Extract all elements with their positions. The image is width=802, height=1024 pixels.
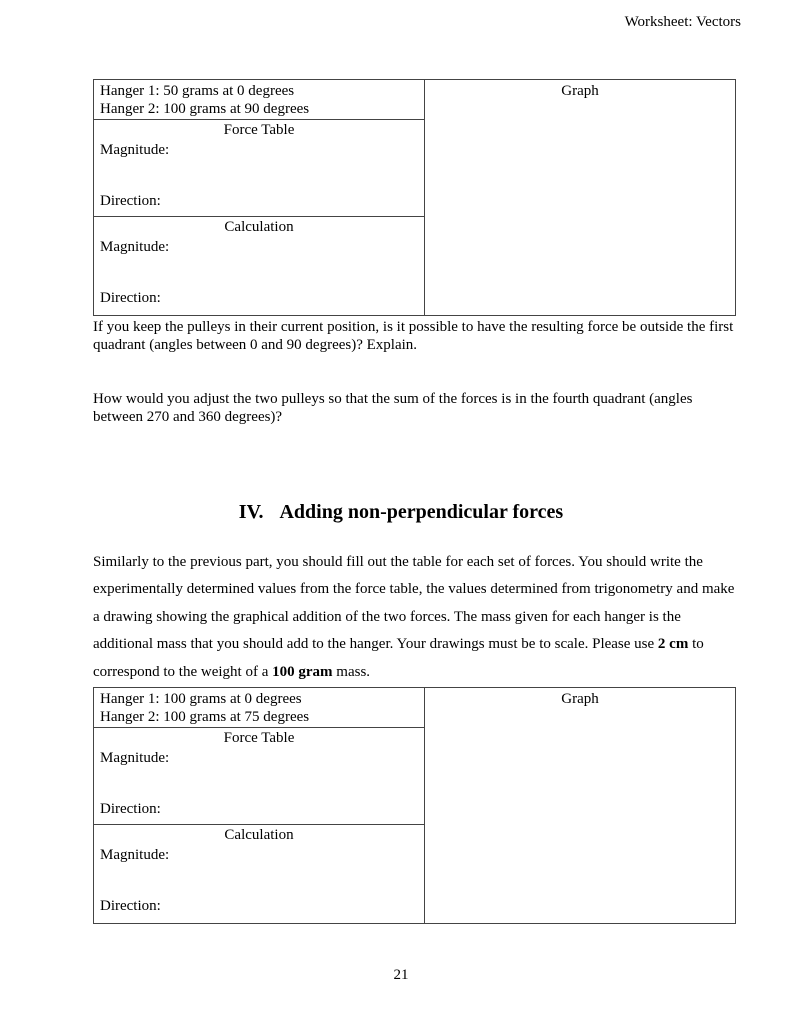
calculation-cell[interactable] bbox=[94, 825, 424, 923]
instructions-text-2: to correspond to the weight of a bbox=[93, 636, 704, 680]
calc-direction-label: Direction: bbox=[100, 898, 161, 915]
section-heading bbox=[0, 500, 802, 524]
instructions-bold-mass: 100 gram bbox=[272, 663, 333, 680]
results-table-2-left-column bbox=[94, 688, 425, 923]
results-table-2 bbox=[93, 687, 736, 924]
force-table-cell[interactable] bbox=[94, 728, 424, 826]
calculation-cell[interactable] bbox=[94, 217, 424, 315]
calc-magnitude-label: Magnitude: bbox=[100, 239, 170, 256]
instructions-text-3: mass. bbox=[332, 663, 371, 680]
force-direction-label: Direction: bbox=[100, 192, 161, 209]
graph-cell[interactable] bbox=[425, 80, 735, 315]
question-1: If you keep the pulleys in their current position, is it possible to have the resulting force be outside the first quadrant (angles between 0 and 90 degrees)? Explain. bbox=[93, 319, 734, 353]
hanger-2-text: Hanger 2: 100 grams at 90 degrees bbox=[100, 101, 310, 117]
graph-title: Graph bbox=[561, 691, 599, 707]
page-header-title: Worksheet: Vectors bbox=[624, 14, 741, 30]
question-2: How would you adjust the two pulleys so that the sum of the forces is in the fourth quadrant (angles between 270 and 360 degrees)? bbox=[93, 391, 693, 425]
graph-title: Graph bbox=[561, 83, 599, 99]
instructions-bold-scale: 2 cm bbox=[657, 636, 689, 653]
force-table-title: Force Table bbox=[223, 729, 295, 746]
hanger-cell bbox=[94, 688, 424, 728]
hanger-cell bbox=[94, 80, 424, 120]
calc-direction-label: Direction: bbox=[100, 290, 161, 307]
results-table-1 bbox=[93, 79, 736, 316]
force-table-title: Force Table bbox=[223, 121, 295, 138]
calc-magnitude-label: Magnitude: bbox=[100, 847, 170, 864]
results-table-1-left-column bbox=[94, 80, 425, 315]
force-magnitude-label: Magnitude: bbox=[100, 749, 170, 766]
graph-cell[interactable] bbox=[425, 688, 735, 923]
force-table-cell[interactable] bbox=[94, 120, 424, 218]
section-instructions bbox=[93, 549, 743, 686]
force-direction-label: Direction: bbox=[100, 800, 161, 817]
calculation-title: Calculation bbox=[224, 827, 294, 844]
page-number: 21 bbox=[393, 967, 409, 983]
hanger-1-text: Hanger 1: 50 grams at 0 degrees bbox=[100, 83, 295, 99]
section-title: Adding non-perpendicular forces bbox=[279, 501, 564, 523]
hanger-2-text: Hanger 2: 100 grams at 75 degrees bbox=[100, 709, 310, 725]
force-magnitude-label: Magnitude: bbox=[100, 141, 170, 158]
instructions-text-1: Similarly to the previous part, you should fill out the table for each set of forces. You should write the experimentally determined values from the force table, the values determined from trigonometry and make a drawing showing the graphical addition of the two forces. The mass given for each hanger is the additional mass that you should add to the hanger. Your drawings must be to scale. Please use bbox=[93, 554, 735, 653]
calculation-title: Calculation bbox=[224, 219, 294, 236]
hanger-1-text: Hanger 1: 100 grams at 0 degrees bbox=[100, 691, 302, 707]
section-number: IV. bbox=[238, 501, 264, 523]
